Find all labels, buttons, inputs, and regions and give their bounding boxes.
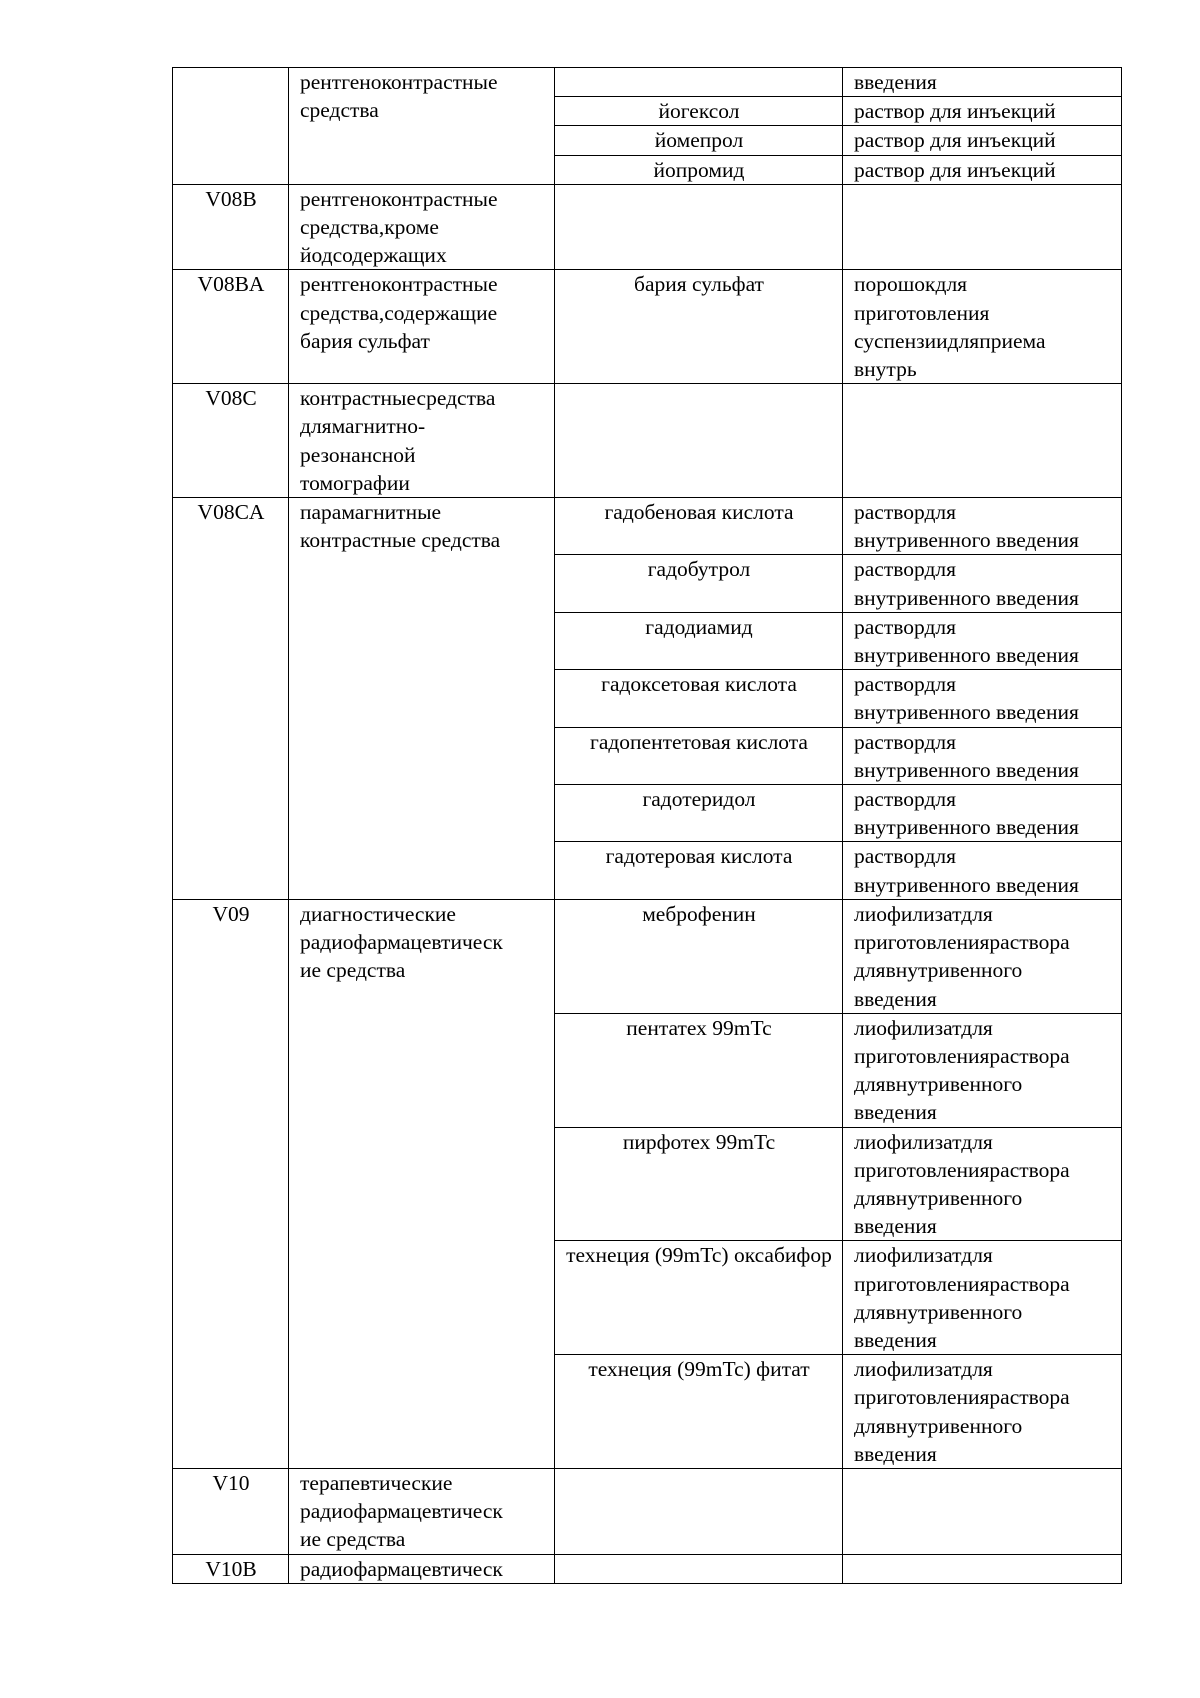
cell-line: средства,кроме <box>300 215 439 240</box>
drug-name-cell: пентатех 99mTc <box>555 1013 843 1127</box>
atc-code-cell: V08C <box>173 384 289 498</box>
cell-line: радиофармацевтическ <box>300 1499 503 1524</box>
table-row <box>173 184 1122 270</box>
cell-line: раствордля <box>854 500 957 525</box>
dosage-form-cell <box>843 498 1122 555</box>
cell-line: приготовления <box>854 300 990 325</box>
atc-name-cell <box>289 899 555 1468</box>
cell-line: введения <box>854 70 937 94</box>
table-row <box>173 270 1122 384</box>
atc-name-cell <box>289 184 555 270</box>
dosage-form-cell <box>843 785 1122 842</box>
cell-line: внутрь <box>854 357 917 382</box>
cell-line: приготовленияраствора <box>854 1043 1070 1068</box>
cell-line: приготовленияраствора <box>854 1385 1070 1410</box>
atc-drug-table <box>172 67 1122 1584</box>
drug-name-cell: йогексол <box>555 97 843 126</box>
cell-line: радиофармацевтическ <box>300 930 503 955</box>
cell-line: внутривенного введения <box>854 528 1079 553</box>
cell-line: внутривенного введения <box>854 815 1079 840</box>
drug-name-cell: технеция (99mTc) оксабифор <box>555 1241 843 1355</box>
cell-line: раствор для инъекций <box>854 99 1056 124</box>
atc-name-cell <box>289 384 555 498</box>
cell-line: лиофилизатдля <box>854 901 993 926</box>
cell-line: внутривенного введения <box>854 872 1079 897</box>
dosage-form-cell <box>843 670 1122 727</box>
atc-name-cell <box>289 270 555 384</box>
cell-line: диагностические <box>300 901 456 926</box>
cell-line: ие средства <box>300 958 406 983</box>
drug-name-cell: йопромид <box>555 155 843 184</box>
table-row <box>173 1554 1122 1583</box>
cell-line: средства <box>300 98 379 123</box>
drug-name-cell: гадоксетовая кислота <box>555 670 843 727</box>
dosage-form-cell <box>843 1127 1122 1241</box>
cell-line: приготовленияраствора <box>854 930 1070 955</box>
drug-name-cell: пирфотех 99mTc <box>555 1127 843 1241</box>
dosage-form-cell <box>843 184 1122 270</box>
drug-name-cell: гадодиамид <box>555 612 843 669</box>
cell-line: терапевтические <box>300 1470 453 1495</box>
dosage-form-cell <box>843 899 1122 1013</box>
dosage-form-cell <box>843 126 1122 155</box>
drug-name-cell <box>555 1554 843 1583</box>
dosage-form-cell <box>843 97 1122 126</box>
cell-line: раствордля <box>854 729 957 754</box>
cell-line: ие средства <box>300 1527 406 1552</box>
cell-line: введения <box>854 1100 937 1125</box>
cell-line: лиофилизатдля <box>854 1243 993 1268</box>
dosage-form-cell <box>843 612 1122 669</box>
table-row <box>173 384 1122 498</box>
cell-line: приготовленияраствора <box>854 1271 1070 1296</box>
dosage-form-cell <box>843 1013 1122 1127</box>
cell-line: введения <box>854 1214 937 1239</box>
cell-line: введения <box>854 1441 937 1466</box>
cell-line: резонансной <box>300 442 416 467</box>
dosage-form-cell <box>843 68 1122 97</box>
drug-name-cell: бария сульфат <box>555 270 843 384</box>
cell-line: лиофилизатдля <box>854 1129 993 1154</box>
cell-line: суспензиидляприема <box>854 328 1046 353</box>
atc-name-cell <box>289 498 555 900</box>
cell-line: йодсодержащих <box>300 243 447 268</box>
dosage-form-cell <box>843 727 1122 784</box>
drug-name-cell: меброфенин <box>555 899 843 1013</box>
drug-name-cell <box>555 1468 843 1554</box>
cell-line: длявнутривенного <box>854 1299 1023 1324</box>
drug-name-cell: гадотеридол <box>555 785 843 842</box>
dosage-form-cell <box>843 1468 1122 1554</box>
drug-name-cell <box>555 384 843 498</box>
drug-name-cell <box>555 68 843 97</box>
cell-line: приготовленияраствора <box>854 1157 1070 1182</box>
atc-code-cell: V09 <box>173 899 289 1468</box>
dosage-form-cell <box>843 155 1122 184</box>
atc-code-cell: V08CA <box>173 498 289 900</box>
table-row <box>173 1468 1122 1554</box>
dosage-form-cell <box>843 270 1122 384</box>
cell-line: раствор для инъекций <box>854 128 1056 153</box>
cell-line: рентгеноконтрастные <box>300 272 498 297</box>
cell-line: рентгеноконтрастные <box>300 70 498 94</box>
cell-line: введения <box>854 1327 937 1352</box>
cell-line: бария сульфат <box>300 328 430 353</box>
cell-line: парамагнитные <box>300 500 442 525</box>
cell-line: внутривенного введения <box>854 757 1079 782</box>
drug-name-cell: технеция (99mTc) фитат <box>555 1355 843 1469</box>
atc-code-cell <box>173 68 289 185</box>
cell-line: раствор для инъекций <box>854 157 1056 182</box>
cell-line: внутривенного введения <box>854 700 1079 725</box>
cell-line: радиофармацевтическ <box>300 1556 503 1581</box>
cell-line: раствордля <box>854 614 957 639</box>
dosage-form-cell <box>843 842 1122 899</box>
cell-line: внутривенного введения <box>854 585 1079 610</box>
table-row <box>173 68 1122 97</box>
cell-line: длявнутривенного <box>854 1413 1023 1438</box>
atc-code-cell: V08B <box>173 184 289 270</box>
drug-name-cell <box>555 184 843 270</box>
cell-line: длямагнитно- <box>300 414 426 439</box>
dosage-form-cell <box>843 1241 1122 1355</box>
cell-line: раствордля <box>854 787 957 812</box>
atc-code-cell: V08BA <box>173 270 289 384</box>
cell-line: введения <box>854 986 937 1011</box>
dosage-form-cell <box>843 1355 1122 1469</box>
cell-line: средства,содержащие <box>300 300 498 325</box>
dosage-form-cell <box>843 384 1122 498</box>
table-body <box>173 68 1122 1584</box>
atc-code-cell: V10 <box>173 1468 289 1554</box>
cell-line: раствордля <box>854 557 957 582</box>
dosage-form-cell <box>843 1554 1122 1583</box>
cell-line: раствордля <box>854 844 957 869</box>
cell-line: внутривенного введения <box>854 643 1079 668</box>
drug-name-cell: гадобутрол <box>555 555 843 612</box>
drug-name-cell: гадопентетовая кислота <box>555 727 843 784</box>
table-row <box>173 899 1122 1013</box>
cell-line: длявнутривенного <box>854 1072 1023 1097</box>
table-row <box>173 498 1122 555</box>
atc-name-cell <box>289 1554 555 1583</box>
cell-line: длявнутривенного <box>854 958 1023 983</box>
cell-line: порошокдля <box>854 272 968 297</box>
dosage-form-cell <box>843 555 1122 612</box>
cell-line: лиофилизатдля <box>854 1357 993 1382</box>
drug-name-cell: гадобеновая кислота <box>555 498 843 555</box>
drug-name-cell: йомепрол <box>555 126 843 155</box>
cell-line: томографии <box>300 470 410 495</box>
cell-line: лиофилизатдля <box>854 1015 993 1040</box>
cell-line: раствордля <box>854 672 957 697</box>
cell-line: рентгеноконтрастные <box>300 186 498 211</box>
cell-line: контрастные средства <box>300 528 501 553</box>
cell-line: контрастныесредства <box>300 386 496 411</box>
atc-name-cell <box>289 68 555 185</box>
drug-name-cell: гадотеровая кислота <box>555 842 843 899</box>
atc-code-cell: V10B <box>173 1554 289 1583</box>
atc-name-cell <box>289 1468 555 1554</box>
cell-line: длявнутривенного <box>854 1185 1023 1210</box>
